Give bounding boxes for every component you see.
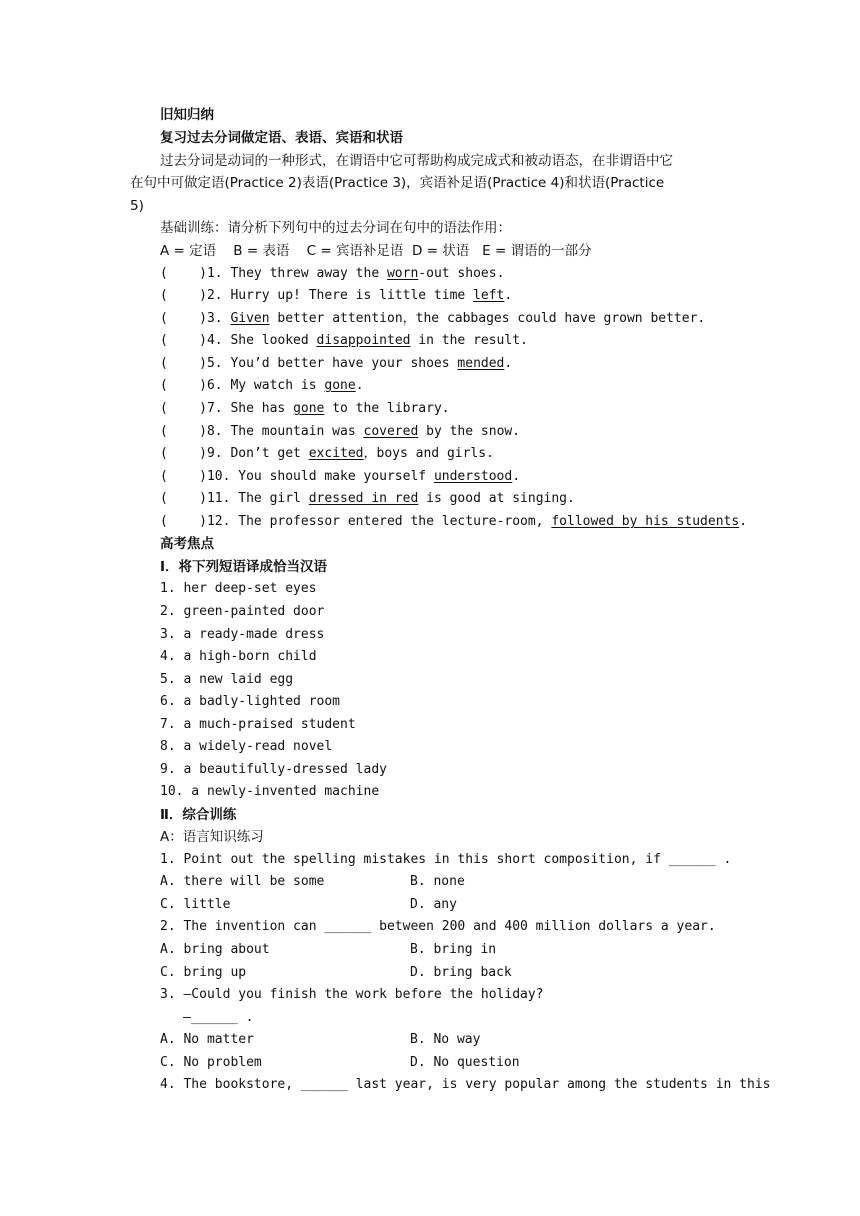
basic-item xyxy=(160,265,504,283)
phrase-item: 6. a badly-lighted room xyxy=(160,694,341,709)
answer-legend: A = 定语 B = 表语 C = 宾语补足语 D = 状语 E = 谓语的一部分 xyxy=(160,243,592,259)
underlined-participle: disappointed xyxy=(316,333,411,348)
item-text: by the snow. xyxy=(418,424,521,439)
item-text: ( )7. She has xyxy=(160,401,294,416)
basic-item xyxy=(160,287,512,305)
option-c: C. little xyxy=(160,897,231,912)
underlined-participle: dressed in red xyxy=(308,491,419,506)
intro-paragraph-line: 在句中可做定语(Practice 2)表语(Practice 3)，宾语补足语(Practice 4)和状语(Practice xyxy=(130,175,665,191)
basic-item xyxy=(160,400,450,418)
item-text: is good at singing. xyxy=(418,491,575,506)
section-heading-focus: 高考焦点 xyxy=(160,536,214,552)
option-a: A. bring about xyxy=(160,942,270,957)
option-b: B. bring in xyxy=(410,942,497,957)
item-text: better attention，the cabbages could have grown better. xyxy=(269,311,706,326)
basic-item xyxy=(160,513,747,531)
question-3-reply: —______ . xyxy=(183,1010,254,1025)
underlined-participle: gone xyxy=(324,378,356,393)
option-d: D. any xyxy=(410,897,457,912)
item-text: ( )6. My watch is xyxy=(160,378,325,393)
option-d: D. No question xyxy=(410,1055,520,1070)
subsection-a-heading: A：语言知识练习 xyxy=(160,829,264,845)
option-b: B. none xyxy=(410,874,465,889)
item-text: ，boys and girls. xyxy=(363,446,494,461)
question-1: 1. Point out the spelling mistakes in this short composition, if ______ . xyxy=(160,852,732,867)
phrase-item: 10. a newly-invented machine xyxy=(160,784,380,799)
section-subheading-review: 复习过去分词做定语、表语、宾语和状语 xyxy=(160,130,403,146)
underlined-participle: understood xyxy=(433,469,513,484)
item-text: ( )2. Hurry up! There is little time xyxy=(160,288,474,303)
underlined-participle: mended xyxy=(457,356,505,371)
item-text: to the library. xyxy=(324,401,450,416)
intro-paragraph-line: 5) xyxy=(130,198,144,214)
basic-item xyxy=(160,310,705,328)
phrase-item: 2. green-painted door xyxy=(160,604,325,619)
phrase-item: 9. a beautifully-dressed lady xyxy=(160,762,387,777)
underlined-participle: covered xyxy=(363,424,419,439)
option-c: C. No problem xyxy=(160,1055,262,1070)
phrase-item: 8. a widely-read novel xyxy=(160,739,333,754)
intro-paragraph-line: 过去分词是动词的一种形式，在谓语中它可帮助构成完成式和被动语态，在非谓语中它 xyxy=(160,153,673,169)
basic-item xyxy=(160,355,512,373)
item-text: ( )10. You should make yourself xyxy=(160,469,434,484)
section-heading-review: 旧知归纳 xyxy=(160,107,214,123)
option-d: D. bring back xyxy=(410,965,512,980)
question-4: 4. The bookstore, ______ last year, is very popular among the students in this xyxy=(160,1077,771,1092)
item-text: ( )12. The professor entered the lecture-room, xyxy=(160,514,552,529)
option-a: A. No matter xyxy=(160,1032,254,1047)
basic-item xyxy=(160,468,520,486)
item-text: ( )3. xyxy=(160,311,231,326)
underlined-participle: worn xyxy=(386,266,419,281)
underlined-participle: followed by his students xyxy=(551,514,740,529)
part2-heading: Ⅱ．综合训练 xyxy=(160,807,237,823)
item-text: . xyxy=(355,378,364,393)
item-text: ( )11. The girl xyxy=(160,491,309,506)
item-text: ( )9. Don’t get xyxy=(160,446,309,461)
underlined-participle: gone xyxy=(293,401,325,416)
item-text: -out shoes. xyxy=(418,266,505,281)
item-text: . xyxy=(739,514,748,529)
option-b: B. No way xyxy=(410,1032,481,1047)
item-text: . xyxy=(512,469,521,484)
phrase-item: 7. a much-praised student xyxy=(160,717,356,732)
underlined-participle: left xyxy=(473,288,505,303)
phrase-item: 1. her deep-set eyes xyxy=(160,581,317,596)
option-a: A. there will be some xyxy=(160,874,325,889)
basic-item xyxy=(160,423,520,441)
option-c: C. bring up xyxy=(160,965,247,980)
part1-heading: Ⅰ．将下列短语译成恰当汉语 xyxy=(160,559,328,575)
underlined-participle: Given xyxy=(230,311,270,326)
phrase-item: 4. a high-born child xyxy=(160,649,317,664)
basic-item xyxy=(160,332,528,350)
item-text: . xyxy=(504,288,513,303)
item-text: . xyxy=(504,356,513,371)
question-3: 3. —Could you finish the work before the holiday? xyxy=(160,987,544,1002)
item-text: in the result. xyxy=(410,333,528,348)
basic-item xyxy=(160,445,494,463)
basic-instruction: 基础训练：请分析下列句中的过去分词在句中的语法作用： xyxy=(160,220,511,236)
item-text: ( )5. You’d better have your shoes xyxy=(160,356,458,371)
basic-item xyxy=(160,490,575,508)
basic-item xyxy=(160,377,364,395)
item-text: ( )8. The mountain was xyxy=(160,424,364,439)
question-2: 2. The invention can ______ between 200 and 400 million dollars a year. xyxy=(160,919,716,934)
phrase-item: 5. a new laid egg xyxy=(160,672,294,687)
item-text: ( )1. They threw away the xyxy=(160,266,387,281)
item-text: ( )4. She looked xyxy=(160,333,317,348)
phrase-item: 3. a ready-made dress xyxy=(160,627,325,642)
underlined-participle: excited xyxy=(308,446,364,461)
